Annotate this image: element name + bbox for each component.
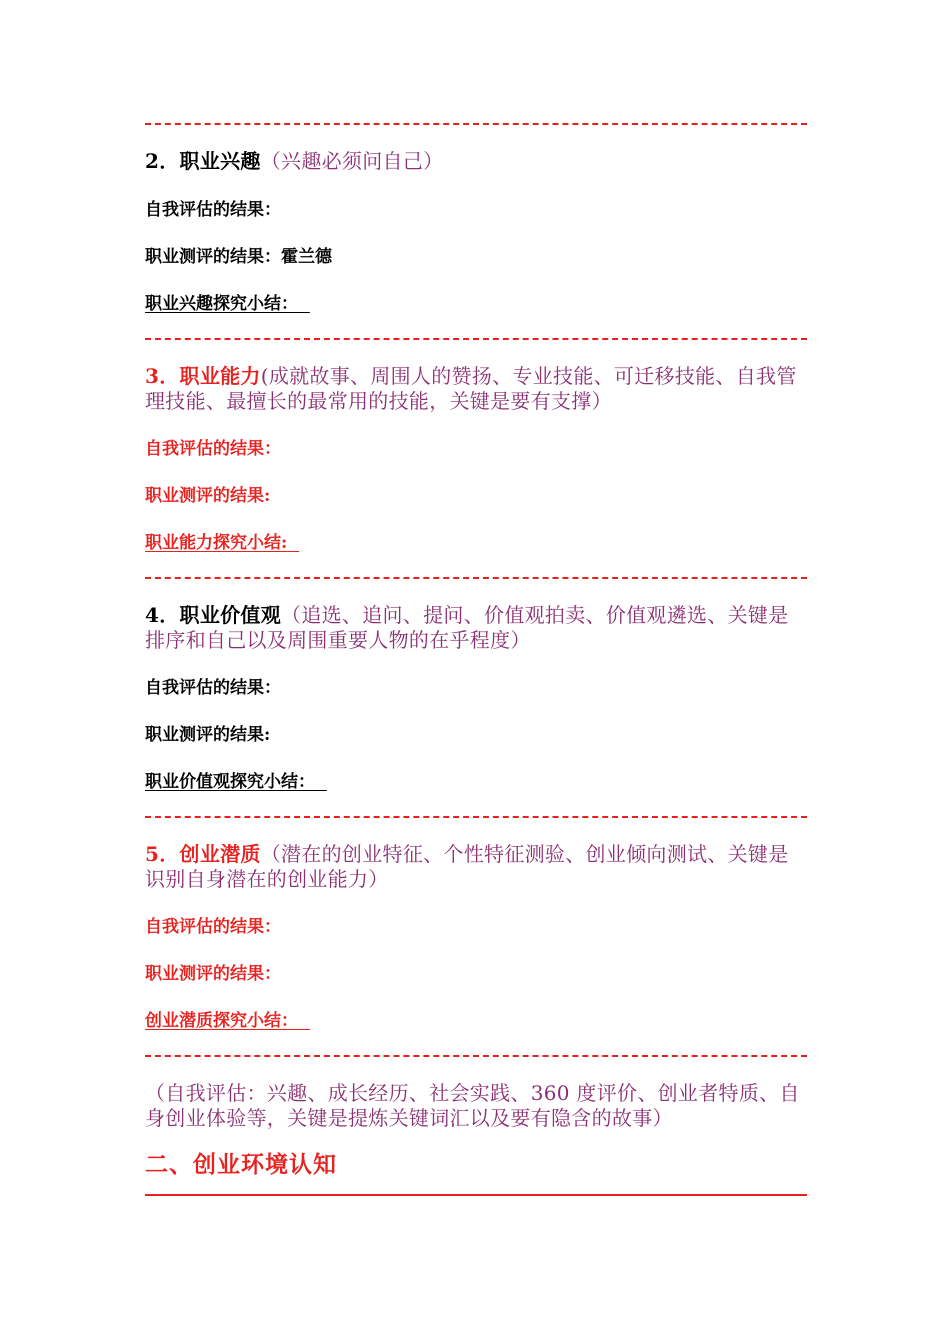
item-3-self-eval: 自我评估的结果： (145, 439, 281, 459)
item-3-title: 3．职业能力 (145, 364, 261, 388)
item-3-test-result: 职业测评的结果: (145, 486, 271, 506)
item-5-heading (145, 842, 807, 892)
section-heading-two: 二、创业环境认知 (145, 1151, 337, 1178)
section-underline (145, 1194, 807, 1196)
item-2-summary: 职业兴趣探究小结： (145, 294, 298, 314)
dashed-divider (145, 123, 807, 125)
item-5-summary: 创业潜质探究小结： (145, 1011, 298, 1031)
item-5-title: 5．创业潜质 (145, 842, 261, 866)
dashed-divider (145, 338, 807, 340)
item-5-note: （潜在的创业特征、个性特征测验、创业倾向测试、关键是识别自身潜在的创业能力） (145, 842, 789, 891)
self-assessment-note: （自我评估：兴趣、成长经历、社会实践、360 度评价、创业者特质、自身创业体验等，关键是提炼关键词汇以及要有隐含的故事） (145, 1081, 800, 1130)
item-2-note: （兴趣必须问自己） (260, 149, 444, 173)
dashed-divider (145, 816, 807, 818)
item-2-self-eval: 自我评估的结果： (145, 200, 281, 220)
dashed-divider (145, 1055, 807, 1057)
item-3-note: (成就故事、周围人的赞扬、专业技能、可迁移技能、自我管理技能、最擅长的最常用的技能，关键是要有支撑） (145, 364, 797, 413)
item-3-heading (145, 364, 807, 414)
item-2-test-result: 职业测评的结果：霍兰德 (145, 247, 332, 267)
item-4-heading (145, 603, 807, 653)
item-2-heading (145, 149, 807, 174)
item-5-test-result: 职业测评的结果： (145, 964, 281, 984)
item-4-summary: 职业价值观探究小结： (145, 772, 315, 792)
item-4-test-result: 职业测评的结果: (145, 725, 271, 745)
item-2-title: 2．职业兴趣 (145, 149, 261, 173)
item-4-self-eval: 自我评估的结果： (145, 678, 281, 698)
item-3-summary: 职业能力探究小结: (145, 533, 288, 553)
item-4-note: （追选、追问、提问、价值观拍卖、价值观遴选、关键是排序和自己以及周围重要人物的在乎程度） (145, 603, 789, 652)
item-5-self-eval: 自我评估的结果： (145, 917, 281, 937)
item-4-title: 4．职业价值观 (145, 603, 282, 627)
dashed-divider (145, 577, 807, 579)
